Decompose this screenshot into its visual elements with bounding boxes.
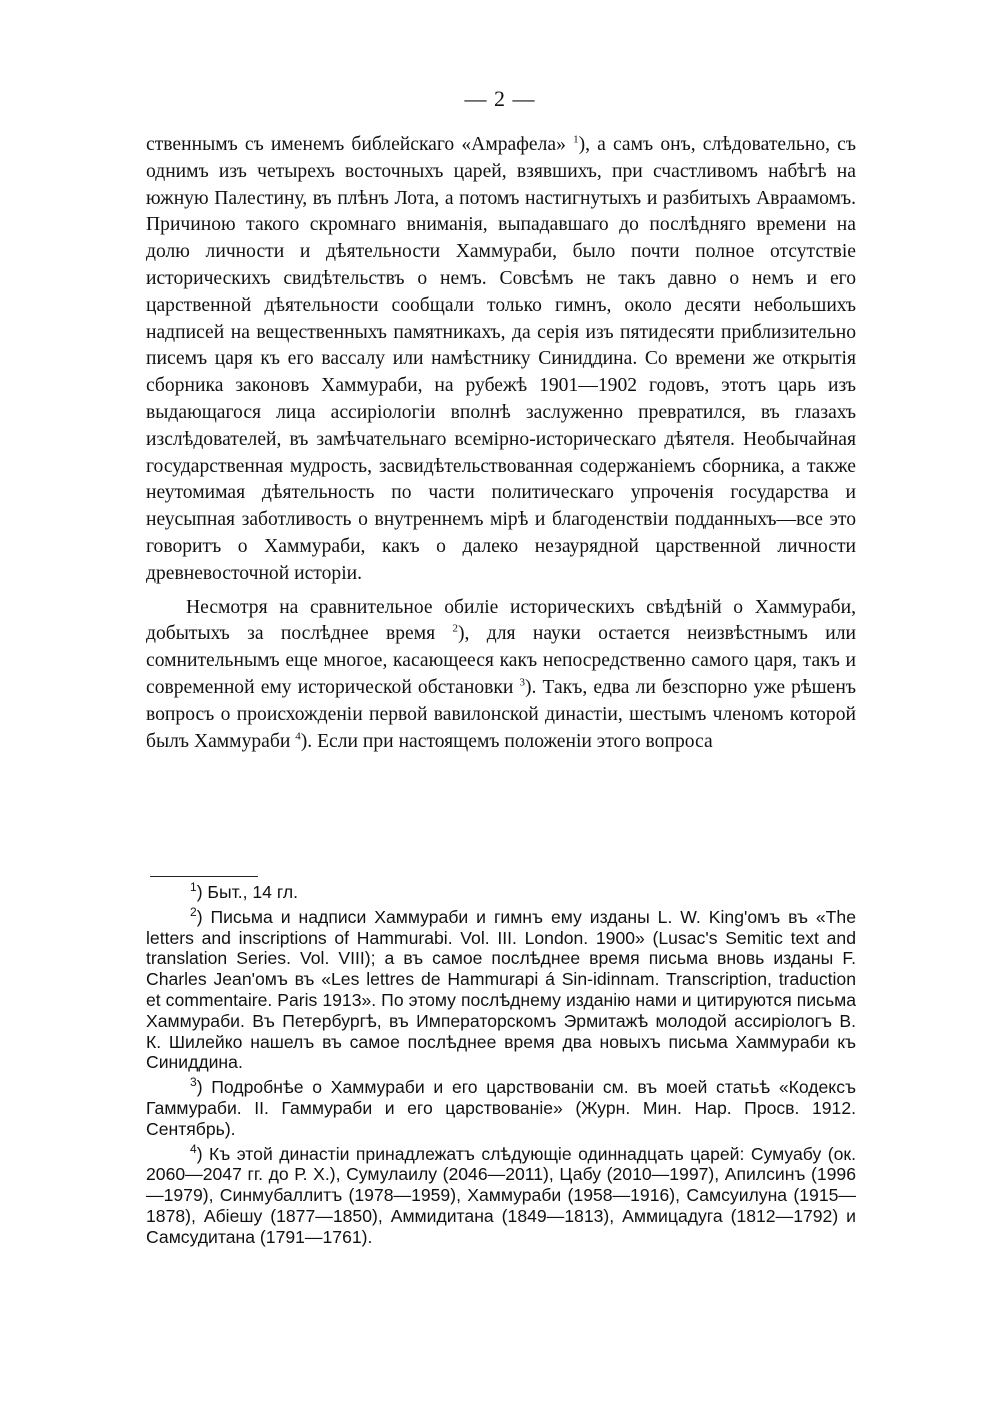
paragraph-2-text-a: Несмотря на сравнительное обиліе историческихъ свѣдѣній о Хаммураби, добытыхъ за послѣднее время (146, 596, 856, 645)
footnote-3 (146, 1077, 856, 1139)
footnote-4 (146, 1141, 856, 1248)
paragraph-2 (146, 595, 856, 756)
footnote-2 (146, 904, 856, 1073)
footnote-1 (146, 882, 856, 903)
footnote-mark: 1 (190, 880, 197, 895)
footnote-ref-2: 2 (452, 622, 458, 635)
footnote-ref-4: 4 (295, 730, 301, 742)
footnote-mark: 4 (190, 1141, 197, 1156)
footnote-text: ) Къ этой династіи принадлежатъ слѣдующіе одиннадцать царей: Сумуабу (ок. 2060—2047 гг. до Р. Х.), Сумулаилу (2046—2011), Цабу (2010—1997), Апилсинъ (1996—1979), Синмубаллитъ (1978—1959), Хаммураби (1958—1916), Самсуилуна (1915—1878), Абіешу (1877—1850), Аммидитана (1849—1813), Аммицадуга (1812—1792) и Самсудитана (1791—1761). (146, 1143, 856, 1247)
footnotes (146, 882, 856, 1252)
paragraph-2-text-c: ). Такъ, едва ли безспорно уже рѣшенъ вопросъ о происхожденіи первой вавилонской династіи, шестымъ членомъ которой былъ Хаммураби (146, 676, 856, 752)
main-text (146, 132, 856, 755)
footnote-mark: 3 (190, 1075, 197, 1090)
footnote-text: ) Быт., 14 гл. (196, 882, 299, 902)
footnote-divider (150, 876, 258, 877)
paragraph-1 (146, 132, 856, 588)
page-number: — 2 — (464, 86, 536, 111)
paragraph-1-text-b: ), а самъ онъ, слѣдовательно, съ однимъ изъ четырехъ восточныхъ царей, взявшихъ, при счастливомъ набѣгѣ на южную Палестину, въ плѣнъ Лота, а потомъ настигнутыхъ и разбитыхъ Авраамомъ. Причиною такого скромнаго вниманія, выпадавшаго до послѣдняго времени на долю личности и дѣятельности Хаммураби, было почти полное отсутствіе историческихъ свидѣтельствъ о немъ. Совсѣмъ не такъ давно о немъ и его царственной дѣятельности сообщали только гимнъ, около десяти небольшихъ надписей на вещественныхъ памятникахъ, да серія изъ пятидесяти приблизительно писемъ царя къ его вассалу или намѣстнику Синиддина. Со времени же открытія сборника законовъ Хаммураби, на рубежѣ 1901—1902 годовъ, этотъ царь изъ выдающагося лица ассиріологіи вполнѣ заслуженно превратился, въ глазахъ изслѣдователей, въ замѣчательнаго всемірно-историческаго дѣятеля. Необычайная государственная мудрость, засвидѣтельствованная содержаніемъ сборника, а также неутомимая дѣятельность по части политическаго упроченія государства и неусыпная заботливость о внутреннемъ мірѣ и благоденствіи подданныхъ—все это говоритъ о Хаммураби, какъ о далеко незаурядной царственной личности древневосточной исторіи. (146, 134, 856, 584)
paragraph-2-text-d: ). Если при настоящемъ положеніи этого вопроса (300, 730, 713, 752)
paragraph-2-text-b: ), для науки остается неизвѣстнымъ или сомнительнымъ еще многое, касающееся какъ непосредственно самого царя, такъ и современной ему исторической обстановки (146, 623, 856, 698)
footnote-text: ) Подробнѣе о Хаммураби и его царствованіи см. въ моей статьѣ «Кодексъ Гаммураби. II. Гаммураби и его царствованіе» (Журн. Мин. Нар. Просв. 1912. Сентябрь). (146, 1077, 856, 1139)
paragraph-1-text-a: ственнымъ съ именемъ библейскаго «Амрафела» (146, 134, 566, 155)
footnote-text: ) Письма и надписи Хаммураби и гимнъ ему изданы L. W. King'омъ въ «The letters and inscriptions of Hammurabi. Vol. III. London. 1900» (Lusac's Semitic text and translation Series. Vol. VIII); а въ самое послѣднее время письма вновь изданы F. Charles Jean'омъ въ «Les lettres de Hammurapi á Sin-idinnam. Transcription, traduction et commentaire. Paris 1913». По этому послѣднему изданію нами и цитируются письма Хаммураби. Въ Петербургѣ, въ Императорскомъ Эрмитажѣ молодой ассиріологъ В. К. Шилейко нашелъ въ самое послѣднее время два новыхъ письма Хаммураби къ Синиддина. (146, 906, 856, 1073)
footnote-ref-3: 3 (519, 676, 526, 689)
footnote-mark: 2 (190, 904, 197, 919)
footnote-ref-1: 1 (573, 133, 579, 146)
